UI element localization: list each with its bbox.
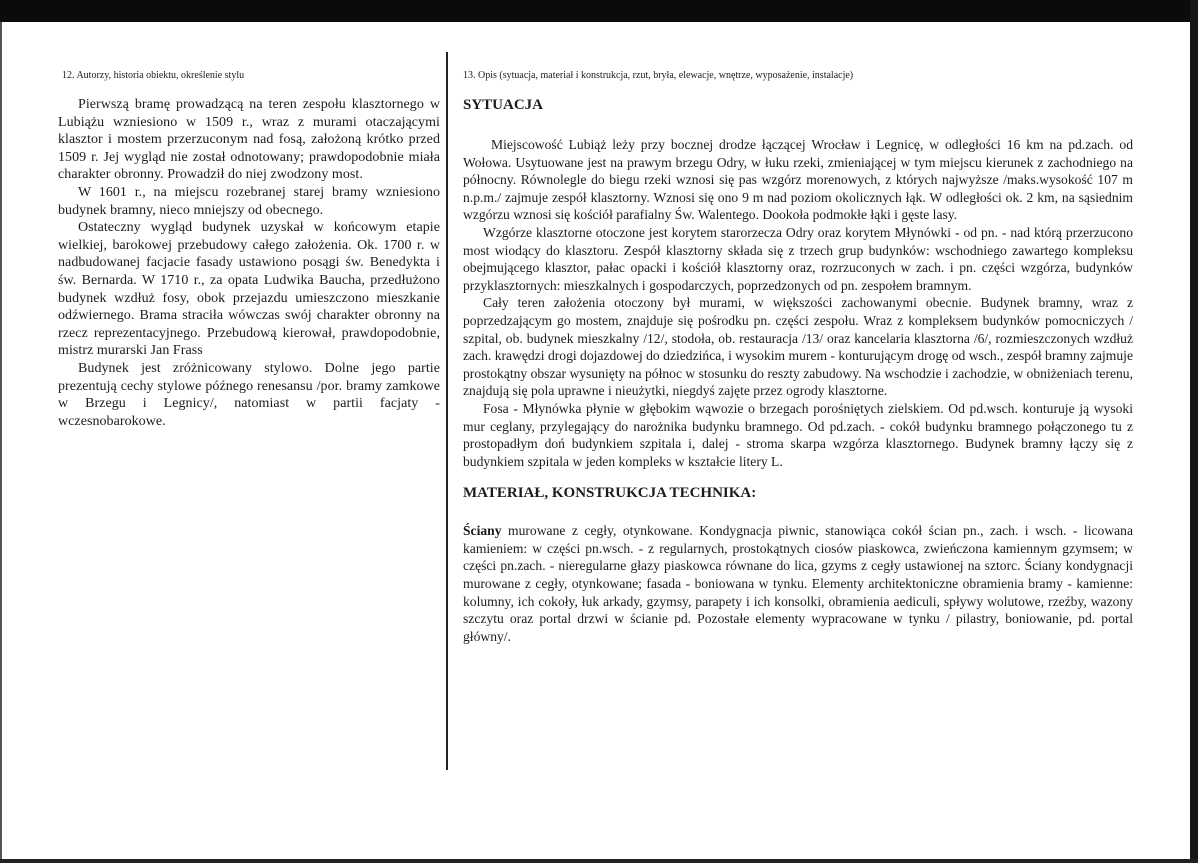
section-title-sytuacja: SYTUACJA — [463, 97, 544, 113]
left-paragraph-2: W 1601 r., na miejscu rozebranej starej bramy wzniesiono budynek bramny, nieco mniejszy od obecnego. — [58, 184, 440, 218]
scan-border-right — [1190, 0, 1198, 863]
sytuacja-paragraph-1: Miejscowość Lubiąż leży przy bocznej drodze łączącej Wrocław i Legnicę, w odległości 16 km na pd.zach. od Wołowa. Usytuowane jest na prawym brzegu Odry, w łuku rzeki, zmieniającej w tym miejscu kierunek z zachodniego na północny. Równolegle do biegu rzeki wznosi się pas wzgórz morenowych, z których najwyższe /maks.wysokość 107 m n.p.m./ zajmuje zespół klasztorny. Wznosi się ono 9 m nad poziom okolicznych łąk. W odległości ok. 2 km, na sąsiednim wzgórzu wznosi się kościół parafialny Św. Walentego. Dookoła podmokłe łąki i gęste lasy. — [463, 137, 1133, 223]
left-paragraph-1: Pierwszą bramę prowadzącą na teren zespołu klasztornego w Lubiążu wzniesiono w 1509 r., wraz z murami otaczającymi klasztor i mostem przerzuconym nad fosą, założoną krótko przed 1509 r. Jej wygląd nie został odnotowany; prawdopodobnie miała charakter obronny. Prowadził do niej zwodzony most. — [58, 97, 440, 183]
scan-border-top — [0, 0, 1198, 22]
section-title-material: MATERIAŁ, KONSTRUKCJA TECHNIKA: — [463, 485, 757, 502]
left-paragraph-3: Ostateczny wygląd budynek uzyskał w końcowym etapie wielkiej, barokowej przebudowy całego założenia. Ok. 1700 r. w nadbudowanej facjacie fasady ustawiono posągi św. Benedykta i św. Bernarda. W 1710 r., za opata Ludwika Baucha, przedłużono budynek wzdłuż fosy, obok przejazdu umieszczono mieszkanie odźwiernego. Brama straciła wówczas swój charakter obronny na rzecz reprezentacyjnego. Przebudową kierował, prawdopodobnie, mistrz murarski Jan Frass — [58, 220, 440, 359]
left-column-header: 12. Autorzy, historia obiektu, określenie stylu — [62, 70, 245, 81]
right-column — [463, 70, 1133, 645]
sytuacja-paragraph-3: Cały teren założenia otoczony był murami, w większości zachowanymi obecnie. Budynek bramny, wraz z poprzedzającym go mostem, znajduje się pośrodku pn. części zespołu. Wraz z kompleksem budynków pomocniczych / szpital, ob. budynek mieszkalny /12/, stodoła, ob. restauracja /13/ oraz kancelaria klasztorna /6/, rozmieszczonych wzdłuż zach. krawędzi drogi dojazdowej do dziedzińca, i wysokim murem - konturującym drogę od wsch., zespół bramny zajmuje prostokątny obszar wysunięty na północ w stosunku do reszty zabudowy. Na wschodzie i zachodzie, w obniżeniach terenu, znajdują się pola uprawne i nieużytki, niegdyś zajęte przez ogrody klasztorne. — [463, 295, 1133, 399]
material-paragraph-text: murowane z cegły, otynkowane. Kondygnacja piwnic, stanowiąca cokół ścian pn., zach. i wsch. - licowana kamieniem: w części pn.wsch. - z regularnych, prostokątnych ciosów piaskowca, zwieńczona kamiennym gzymsem; w części pn.zach. - nieregularne głazy piaskowca równane do lica, gzyms z cegły ustawionej na sztorc. Ściany kondygnacji murowane z cegły, otynkowane; fasada - boniowana w tynku. Elementy architektoniczne obramienia bramy - kamienne: kolumny, ich cokoły, łuk arkady, gzymsy, parapety i ich konsolki, obramienia aediculi, spływy wolutowe, rzeźby, wazony szczytu oraz portal drzwi w ścianie pd. Pozostałe elementy wypracowane w tynku / pilastry, boniowanie, pd. portal główny/. — [463, 523, 1133, 644]
left-paragraph-4: Budynek jest zróżnicowany stylowo. Dolne jego partie prezentują cechy stylowe późnego renesansu /por. bramy zamkowe w Brzegu i Legnicy/, natomiast w partii facjaty - wczesnobarokowe. — [58, 360, 440, 429]
sytuacja-paragraph-4: Fosa - Młynówka płynie w głębokim wąwozie o brzegach porośniętych zielskiem. Od pd.wsch. konturuje ją wysoki mur ceglany, przylegający do narożnika budynku bramnego. Od pd.zach. - cokół budynku bramnego połączonego tu z prostopadłym doń budynkiem szpitala i, dalej - stroma skarpa wzgórza klasztornego. Budynek bramny łączy się z budynkiem szpitala w jeden kompleks w kształcie litery L. — [463, 400, 1133, 469]
scan-border-left — [0, 22, 2, 863]
sytuacja-paragraph-2: Wzgórze klasztorne otoczone jest korytem starorzecza Odry oraz korytem Młynówki - od pn. - nad którą przerzucono most wiodący do klasztoru. Zespół klasztorny składa się z trzech grup budynków: wschodniego zawartego kompleksu obejmującego klasztor, pałac opacki i kościół klasztorny oraz, rozrzuconych w zach. i pn. części wzgórza, budynków przyklasztornych: mieszkalnych i gospodarczych, poprzedzonych od pn. zespołem bramnym. — [463, 224, 1133, 293]
left-column — [58, 70, 440, 430]
material-lead-word: Ściany — [463, 523, 502, 539]
material-paragraph — [463, 522, 1133, 645]
scan-border-bottom — [0, 859, 1198, 863]
column-divider — [446, 52, 448, 770]
right-column-header: 13. Opis (sytuacja, materiał i konstrukcja, rzut, bryła, elewacje, wnętrze, wyposażenie, instalacje) — [463, 70, 854, 81]
